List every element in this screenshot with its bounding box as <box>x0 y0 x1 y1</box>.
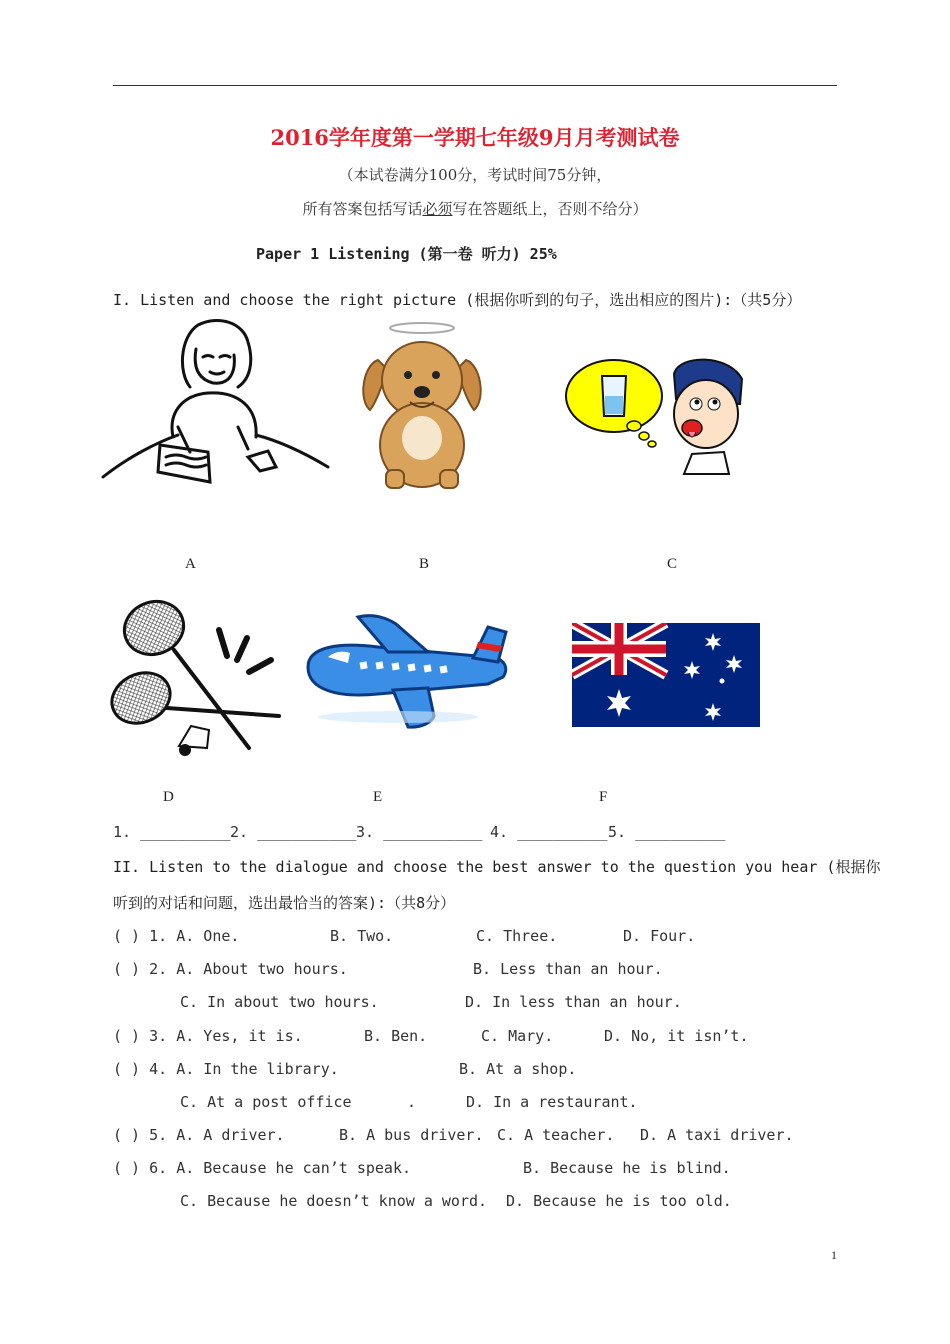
australia-flag-picture <box>572 623 760 727</box>
thirsty-boy-picture <box>564 354 748 476</box>
question-2: ( ) 2. A. About two hours. <box>113 960 348 978</box>
section-1-heading: I. Listen and choose the right picture (根据你听到的句子，选出相应的图片):（共5分） <box>113 291 802 309</box>
question-2-option-d: D. In less than an hour. <box>465 993 682 1011</box>
question-1: ( ) 1. A. One. <box>113 927 240 945</box>
badminton-picture <box>99 598 285 763</box>
question-1-option-b: B. Two. <box>330 927 394 945</box>
picture-label-f: F <box>599 789 608 805</box>
exam-note-1: （本试卷满分100分，考试时间75分钟， <box>338 166 612 184</box>
answer-blank-1[interactable]: 1. __________ <box>113 823 231 841</box>
picture-label-c: C <box>667 556 678 572</box>
question-5-option-d: D. A taxi driver. <box>640 1126 794 1144</box>
picture-label-a: A <box>185 556 196 572</box>
header-rule <box>113 85 837 86</box>
question-1-option-d: D. Four. <box>623 927 696 945</box>
answer-blank-3[interactable]: 3. ___________ <box>356 823 483 841</box>
dog-picture <box>358 320 486 490</box>
page-title: 2016学年度第一学期七年级9月月考测试卷 <box>270 125 680 150</box>
paper-1-heading: Paper 1 Listening (第一卷 听力) 25% <box>256 245 557 263</box>
picture-label-b: B <box>419 556 430 572</box>
question-2-option-b: B. Less than an hour. <box>473 960 663 978</box>
question-4-dot: . <box>407 1093 417 1111</box>
question-4-option-d: D. In a restaurant. <box>466 1093 638 1111</box>
section-2-heading-cont: 听到的对话和问题，选出最恰当的答案):（共8分） <box>113 894 456 912</box>
question-5-option-b: B. A bus driver. <box>339 1126 484 1144</box>
question-1-option-c: C. Three. <box>476 927 558 945</box>
answer-blank-2[interactable]: 2. ___________ <box>230 823 357 841</box>
airplane-picture <box>298 612 516 732</box>
question-3-option-c: C. Mary. <box>481 1027 554 1045</box>
picture-label-d: D <box>163 789 174 805</box>
question-6: ( ) 6. A. Because he can’t speak. <box>113 1159 412 1177</box>
question-6-option-b: B. Because he is blind. <box>523 1159 731 1177</box>
page-number: 1 <box>831 1248 837 1262</box>
answer-blank-4[interactable]: 4. __________ <box>490 823 608 841</box>
question-4-option-b: B. At a shop. <box>459 1060 577 1078</box>
girl-writing-picture <box>98 317 330 485</box>
picture-label-e: E <box>373 789 383 805</box>
question-6-option-d: D. Because he is too old. <box>506 1192 732 1210</box>
question-3-option-b: B. Ben. <box>364 1027 428 1045</box>
question-4-option-c: C. At a post office <box>180 1093 352 1111</box>
exam-note-2: 所有答案包括写话必须写在答题纸上，否则不给分） <box>302 200 648 218</box>
question-2-option-c: C. In about two hours. <box>180 993 379 1011</box>
answer-blank-5[interactable]: 5. __________ <box>608 823 726 841</box>
question-3-option-d: D. No, it isn’t. <box>604 1027 749 1045</box>
question-5: ( ) 5. A. A driver. <box>113 1126 285 1144</box>
question-6-option-c: C. Because he doesn’t know a word. <box>180 1192 488 1210</box>
question-3: ( ) 3. A. Yes, it is. <box>113 1027 303 1045</box>
question-4: ( ) 4. A. In the library. <box>113 1060 339 1078</box>
section-2-heading: II. Listen to the dialogue and choose the best answer to the question you hear (根据你 <box>113 858 881 876</box>
question-5-option-c: C. A teacher. <box>497 1126 615 1144</box>
